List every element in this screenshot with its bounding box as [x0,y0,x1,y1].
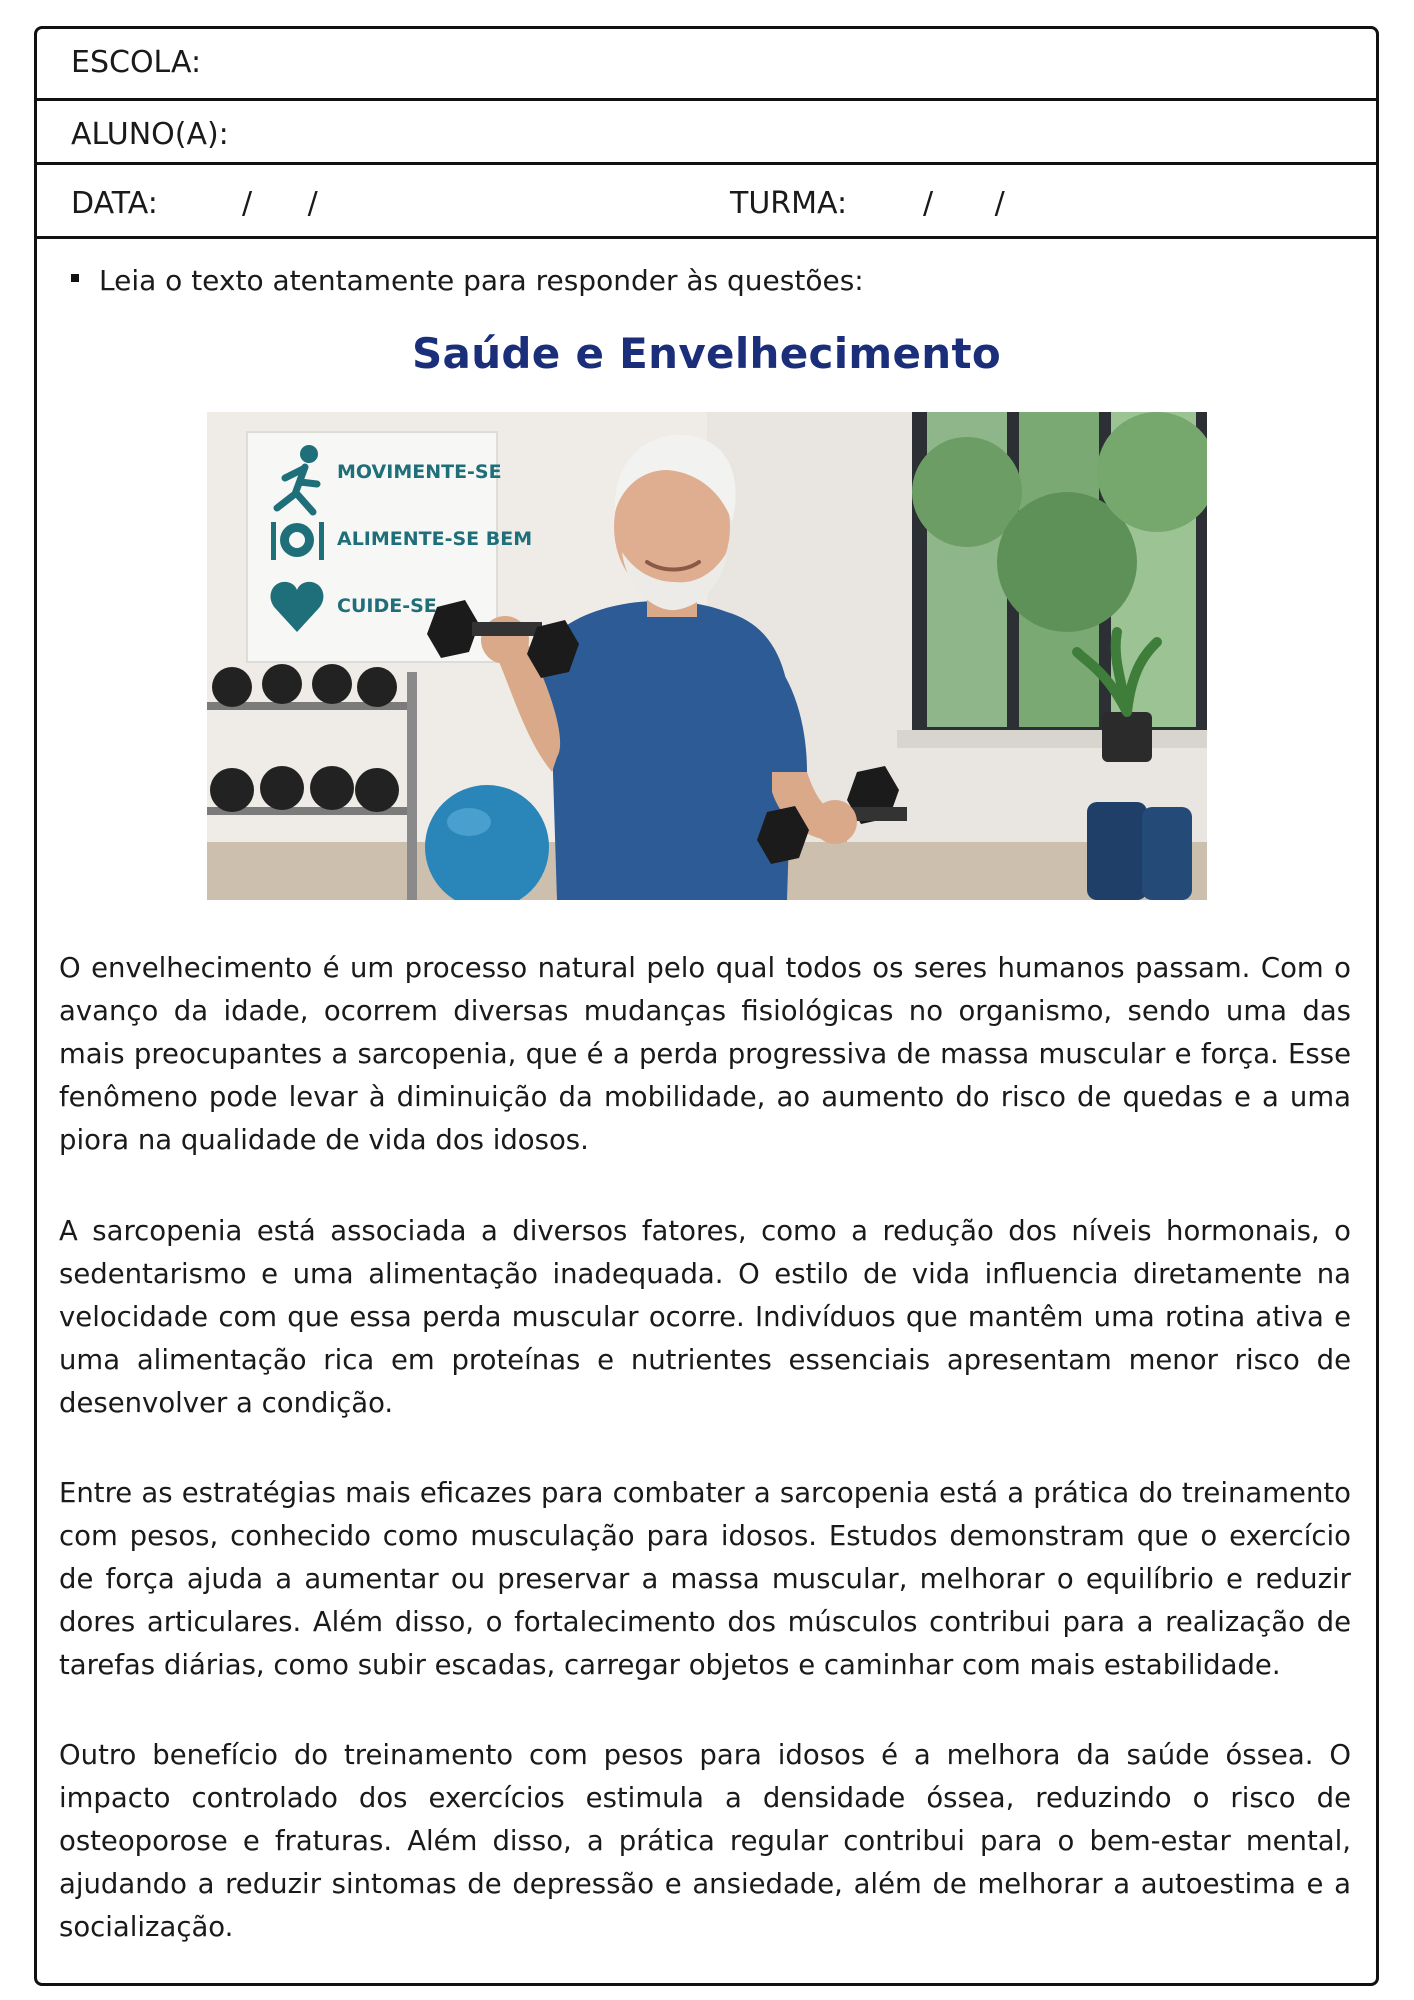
paragraph-4: Outro benefício do treinamento com pesos para idosos é a melhora da saúde óssea. O impacto controlado dos exercícios estimula a densidade óssea, reduzindo o risco de osteoporose e fraturas. Além disso, a prática regular contribui para o bem-estar mental, ajudando a reduzir sintomas de depressão e ansiedade, além de melhorar a autoestima e a socialização. [59,1739,1351,1943]
student-row [37,101,1376,165]
instruction [71,264,864,297]
paragraph-3: Entre as estratégias mais eficazes para combater a sarcopenia está a prática do treinamento com pesos, conhecido como musculação para idosos. Estudos demonstram que o exercício de força ajuda a aumentar ou preservar a massa muscular, melhorar o equilíbrio e reduzir dores articulares. Além disso, o fortalecimento dos músculos contribui para a realização de tarefas diárias, como subir escadas, carregar objetos e caminhar com mais estabilidade. [59,1477,1351,1681]
instruction-text: Leia o texto atentamente para responder às questões: [99,264,864,297]
date-label: DATA: [71,186,158,221]
date-class-row [37,165,1376,239]
yoga-mat [1087,802,1147,900]
page-title: Saúde e Envelhecimento [412,329,1001,378]
school-row [37,29,1376,101]
paragraph-1: O envelhecimento é um processo natural pelo qual todos os seres humanos passam. Com o avanço da idade, ocorrem diversas mudanças fisiológicas no organismo, sendo uma das mais preocupantes a sarcopenia, que é a perda progressiva de massa muscular e força. Esse fenômeno pode levar à diminuição da mobilidade, ao aumento do risco de quedas e a uma piora na qualidade de vida dos idosos. [59,952,1351,1156]
student-label: ALUNO(A): [71,117,229,152]
poster-item-1: MOVIMENTE-SE [337,461,502,483]
poster-item-3: CUIDE-SE [337,595,437,617]
window [897,412,1207,748]
class-slashes: / / [923,186,1005,221]
paragraph-2: A sarcopenia está associada a diversos fatores, como a redução dos níveis hormonais, o sedentarismo e uma alimentação inadequada. O estilo de vida influencia diretamente na velocidade com que essa perda muscular ocorre. Indivíduos que mantêm uma rotina ativa e uma alimentação rica em proteínas e nutrientes essenciais apresentam menor risco de desenvolver a condição. [59,1215,1351,1419]
class-label: TURMA: [730,186,848,221]
poster-item-2: ALIMENTE-SE BEM [337,528,533,550]
illustration [207,412,1207,900]
school-label: ESCOLA: [71,45,202,80]
bullet-icon [71,274,79,282]
worksheet [34,26,1379,1986]
date-slashes: / / [242,186,318,221]
